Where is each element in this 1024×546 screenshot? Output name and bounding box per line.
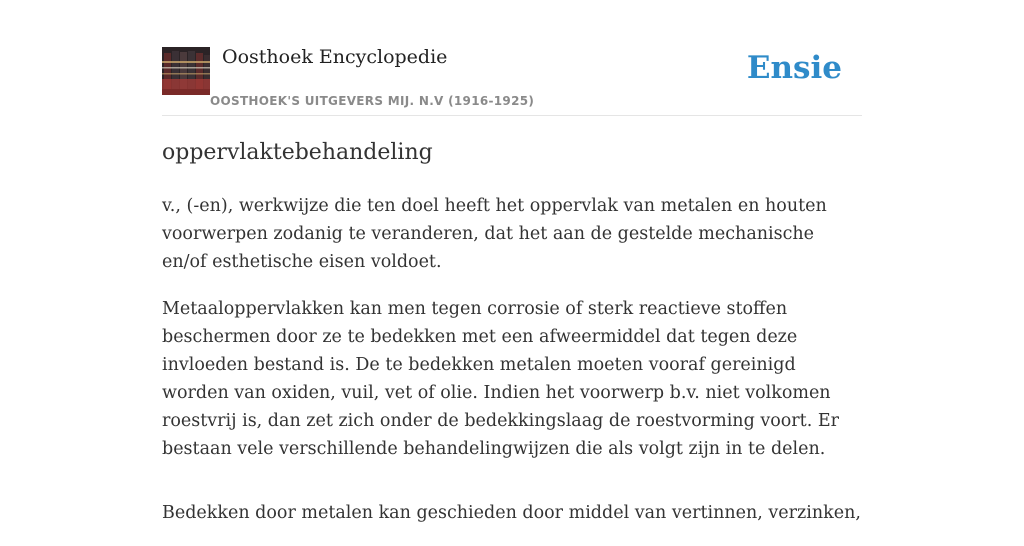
ensie-logo[interactable]: Ensie	[746, 50, 842, 86]
source-name[interactable]: Oosthoek Encyclopedie	[222, 46, 448, 68]
source-header	[162, 0, 862, 116]
book-spines-icon	[162, 47, 210, 95]
entry-body	[162, 192, 862, 546]
source-avatar[interactable]	[162, 47, 210, 95]
source-publisher: OOSTHOEK'S UITGEVERS MIJ. N.V (1916-1925)	[210, 94, 535, 108]
entry-title: oppervlaktebehandeling	[162, 140, 433, 165]
entry-paragraph: Metaaloppervlakken kan men tegen corrosie of sterk reactieve stoffen beschermen door ze te bedekken met een afweermiddel dat tegen deze invloeden bestand is. De te bedekken metalen moeten vooraf gereinigd worden van oxiden, vuil, vet of olie. Indien het voorwerp b.v. niet volkomen roestvrij is, dan zet zich onder de bedekkingslaag de roestvorming voort. Er bestaan vele verschillende behandelingwijzen die als volgt zijn in te delen.	[162, 299, 839, 459]
entry-paragraph: Bedekken door metalen kan geschieden door middel van vertinnen, verzinken,	[162, 503, 861, 523]
entry-paragraph: v., (-en), werkwijze die ten doel heeft het oppervlak van metalen en houten voorwerpen zodanig te veranderen, dat het aan de gestelde mechanische en/of esthetische eisen voldoet.	[162, 196, 827, 272]
article-page	[162, 0, 862, 523]
